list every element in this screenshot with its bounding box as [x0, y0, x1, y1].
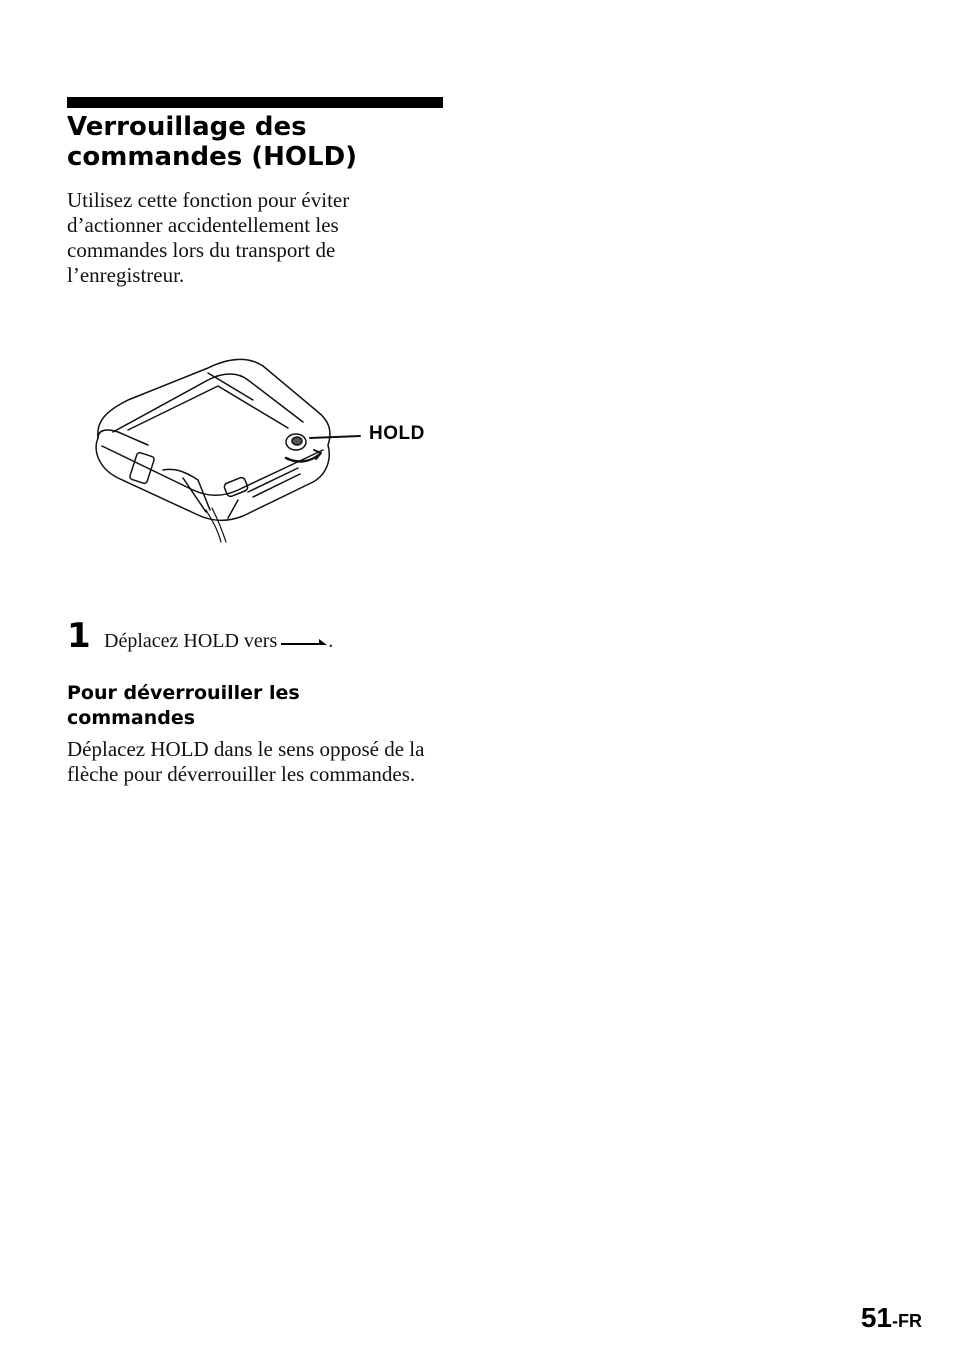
section-rule	[67, 97, 443, 108]
recorder-top-outline	[98, 359, 330, 445]
section-title	[67, 112, 447, 172]
recorder-cable	[206, 510, 221, 542]
section-title-line-1: Verrouillage des	[67, 112, 307, 142]
page-number-suffix: -FR	[892, 1311, 922, 1331]
step-number: 1	[67, 616, 91, 656]
page-number-value: 51	[860, 1302, 892, 1333]
intro-paragraph: Utilisez cette fonction pour éviter d’actionner accidentellement les commandes lors du transport de l’enregistreur.	[67, 188, 350, 287]
unlock-paragraph: Déplacez HOLD dans le sens opposé de la flèche pour déverrouiller les commandes.	[67, 737, 425, 786]
page-number	[861, 1302, 922, 1334]
hold-switch-arrow	[286, 454, 320, 461]
step-instruction	[104, 629, 333, 654]
unlock-title: Pour déverrouiller les commandes	[67, 682, 300, 729]
arrow-right-icon	[281, 630, 327, 654]
section-title-line-2: commandes (HOLD)	[67, 142, 358, 172]
step-1	[67, 617, 447, 657]
hold-callout-line	[310, 436, 360, 438]
recorder-illustration	[88, 350, 428, 545]
hold-callout-label: HOLD	[369, 423, 425, 444]
step-end-punct: .	[328, 630, 334, 652]
step-instruction-text: Déplacez HOLD vers	[104, 630, 278, 652]
